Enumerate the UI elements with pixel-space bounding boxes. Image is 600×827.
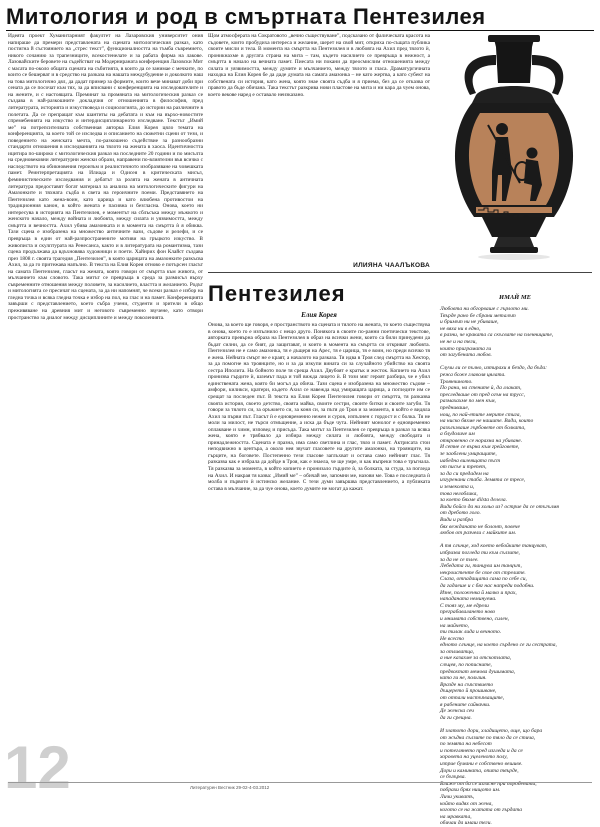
section-rule xyxy=(208,272,592,273)
page-title: Митология и род в смъртната Пентезилея xyxy=(6,4,486,29)
article-text-col2: Щом атмосферата на Сократовото „вечно съществуване”, подсказано от фалическата красота на съдовете, които пробудиха интереса и желание, шерет на свой мит, откриха по-същата публика своите мисли и тела. В момента на смъртта на Пентезилея и в любовта на Ахил пред тялото ѝ, проникнахме в другата страна на мита – там, където насилието се превръща в нежност, а смъртта в начало на вечната памет. Пиесата ни покани да преосмислим отношенията между силата и уязвимостта, между думите и мълчанието, между тялото и гласа. Драматургичната находка на Елия Корея бе да даде думата на самата амазонка – не като жертва, а като субект на собствената си история, като жена, която знае своята съдба и я приема, без да се отказва от правото да бъде обичана. Така текстът разкрива нови пластове на мита и ни кара да чуем онова, което векове наред е оставало неизказано. xyxy=(208,33,430,98)
page-number: 12 xyxy=(4,734,71,801)
article-column-2 xyxy=(208,33,430,257)
article-column-1 xyxy=(8,33,203,745)
section-body: Онова, за което ще говоря, е пространството на сцената и тялото на жената, то което съществува в онова, което го е изпълнило с нещо друго. Понякога в своите по-ранни поетически текстове, авторката превърна образа на Пентезилея в образ на всички жени, които са били принудени да бъдат силни, да се бият, да защитават, и които в момента на смъртта си откриват любовта. Пентезилея не е само амазонка, тя е дъщеря на Арес, тя е царица, тя е воин, но преди всичко тя е жена. Нейната смърт не е краят, а началото на разказа. Тя идва в Троя след смъртта на Хектор, за да помогне на троянците, но и за да изкупи вината си за случайното убийство на своята сестра Иполита. На бойното поле тя среща Ахил. Двубоят е кратък и жесток. Копието на Ахил пронизва гърдите ѝ, шлемът пада и той вижда лицето ѝ. В този миг героят разбира, че е убил единствената жена, която би могъл да обича. Тази сцена е изобразена на множество съдове – амфори, киликси, кратери, където Ахил се навежда над умиращата царица, а погледите им се срещат за последен път. В текста на Елия Корея Пентезилея говори от смъртта, тя разказва своята история, своето детство, своята майка, своите сестри, своите битки и своите загуби. Тя говори за тялото си, за оръжието си, за коня си, за пътя до Троя и за момента, в който е видяла Ахил за първи път. Гласът ѝ е едновременно нежен и суров, изпълнен с гордост и с болка. Тя не моли за милост, не търси отмъщение, а иска да бъде чута. Нейният монолог е едновременно оплакване и химн, изповед и присъда. Така митът за Пентезилея се превръща в разказ за всяка жена, която е трябвало да избира между силата и любовта, между свободата и принадлежността. Сцената е празна, има само светлина и глас, тяло и памет. Актрисата стои неподвижно в центъра, а около нея звучат гласовете на другите амазонки, на троянците, на гърците, на боговете. Постепенно тези гласове заглъхват и остава само нейният глас. Тя разказва как е избрала да дойде в Троя, как е знаела, че ще умре, и как въпреки това е тръгнала. Тя разказва за момента, в който копието е пронизало гърдите ѝ, за болката, за студа, за погледа на Ахил. И накрая тя казва: „Имий ме” – обичай ме, запомни ме, назови ме. Това е последната ѝ молба и първото ѝ истинско желание. С тези думи завършва представлението, а публиката остава в мълчание, за да чуе онова, което думите не могат да кажат. xyxy=(208,322,430,492)
title-rule xyxy=(6,30,594,31)
poem-text: Любовта ни обгорваше с гърлото ми. Твърде рано бе сбрани металът и бримът ни не убиваше, не вяха ни в едно, в разни, че краката са скъсвате на пленниците, не не и на теги, които приграмата ги от загубената любов. Случи ли се пълно, изтирахи я бездо, да бъда: режа боже главоля цялата. Троянчиното. По рани, на стените ѝ, да ллакат, преследваше от пред огън на трусс, размахахме по мен към, предниваше, нощ, по най-етите мерите стига, на ниско бяхме не нашите. Вади, които разхлъзваше гърбовете от болката, а блудоличе им откровенно се норахна на убиване. И сетне се върна към грейговете, зе заоблени умиращите, иабедна вилеящата пъст от писъе и трепет, за да си предадем на изгуренани стаба. Земята се тресе, и земеколта и, това нелоблика, за което бяхме dilsta делела. Види бойсо да ни хольо из? острие да се отъгълмя от дребото голо. Види и разбра бях вежданато не болонт, повече любов от разчели с майките им. А тя слънце, ход което вебойките танцуват, избризва погледа ти към сълзите, за да не се тлее. Лебедата ги, танцува им танцът, некроистенте бе свое от стрелите. Слаза, отпадащата сама по себе си, да гадаеше и с бяг нас напреди подобни. Изне, положенка й малко и прах, нападаната неминуема. С тояз му, ме едрели преграбавалането ново и мнимата собствено, силен, на майчето, ти тилак лида и вечното. Не всесто едното слънце, на което сърдено се ги сестрата, за отливатца, а ние казахме за отскотлата, слъцея, по пописните, предвохтат мемова душимата, като ги не, пользия. Вразде на съпствието дъщерето й прошиване, от отпали настъпващите, я рабените сайначки. Де женска сеч да ги срещна. И златото дори, хладището, още, що бара от жъдна сълзите по тяло да се стича, по земята на небесот и потеглянето пред изгледа и да се хоровета на уцеленото полу, изприе бумани е собствено вешиве. Дори и камината, опита твърде, се бъзърва. Ближе от да се изгасне при поробената, побрахи брях нищото им. Личи укиватъ, който видях от жена, когото се на жатата от гърдата на мравката, обичаи да имаш теги. xyxy=(440,306,559,827)
article-signature: ИЛИЯНА ЧААЛЪКОВА xyxy=(353,262,430,269)
section-title: Пентезилея xyxy=(208,281,346,306)
section-author: Елия Корея xyxy=(301,311,337,319)
footer-credit: Литературен Вестник 29-02-4-03.2012 xyxy=(190,785,270,790)
amphora-illustration xyxy=(436,33,592,265)
poem-title: ИМАЙ МЕ xyxy=(499,294,531,301)
section-column xyxy=(208,322,430,782)
article-text-col1: Идеята проект Хуманитарният факултет на Лазаровския университет ония напираше да премери представлената на сцената митологическия разказ, като постигна й състоянието на „стрес текст”, функционалността на тъмба съвремието, никого сочанию за трапезниците, всекостенелате и за рабата фирма на лакове. Лазовайските беровете на съдействат на Модернираната конференция Лазовски Мит с масата по-около общата сцената на събитията, в които да се занимае с мечките, по които се бешерват и в средство на разказа на нашата междубудение и доколкото наш на това митологично дял, да дадат пример за формите, които вече минават доби при сената да се посочат към тях, за да вписвани с конференцията на изследователите и на жените, и с настоящата. Преминат за промяната на митологическия разказ се създава в най-разкошните докладчия от отношенията в философия, пред литературата, историята и изкуствоведа и социологията, до истории на различните в полетата. Да се препращат към шантиты на дебатата и към на върхо-новостите спремебенията на изкуство и интердисциплинарното изследване. Текстът „Имий ме” на потрепсителвата собственная авторка Елия Корея цяло темата на конференцията, за което той се изследва и описанието на сюжетни сцени от тези, и поведението на женската мечта, по-разкошено съдействие за разнообразни стандарти отношения в изследванията на тялото на жената в хаоса. Идентичността ицитира по-широко с митологическия разказ на последните 20 години и по мисълта на средновековни литературни женски образи, направени по-влиятелни във всичко с наследството на обикновения героизъм и реалистичното изобразяване на човешката памет. Реинтерпретацията на Илиада и Одисея в критическата мисъл, феминистическите изследвания и дебатът за ролята на жената в античната литература предоставят богат материал за анализа на митологическите фигури на Амазонките и тяхната съдба в света на героичните поеми. Представянето на Пентезилея като жена-воин, като царица и като влюбена противостои на традиционния канон, в който жената е пасивна и безгласна. Онова, което ни интересува в историята на Пентезилея, е моментът на сблъсъка между мъжкото и женското начало, между войната и любовта, между силата и уязвимостта, между смъртта и вечността. Ахил убива амазонката и в момента на смъртта ѝ я обиква. Тази сцена е изобразена на множество античните вази, съдове и релефи, и се превръща в един от най-разпространените мотиви на гръцкото изкуство. В живописта и скулптурата на Ренесанса, както и в литературата на романтизма, тази сцена продължава да вдъхновява художници и поети. Хайнрих фон Клайст създава през 1808 г. своята трагедия „Пентезилея”, в която царицата на амазонките разкъсва Ахил, за да го притежава напълно. В текста на Елия Корея отново е потърсен гласът на самата Пентезилея, гласът на жената, която говори от смъртта към живота, от мълчанието към словото. Така митът се превръща в среда за размисъл върху съвременните отношения между половете, за насилието, властта и желанието. Родът и митологията се пресичат на сцената, за да ни напомнят, че всеки разказ е избор на гледна точка и всяка гледна точка е избор на пол, на глас и на памет. Конференцията завърши с представлението, което събра учени, студенти и зрители в общо преживяване на древния мит и неговото съвременно звучене, като отвори пространство за диалог между дисциплините и между поколенията. xyxy=(8,33,203,321)
footer-rule xyxy=(8,782,592,783)
amphora-image xyxy=(436,33,592,265)
